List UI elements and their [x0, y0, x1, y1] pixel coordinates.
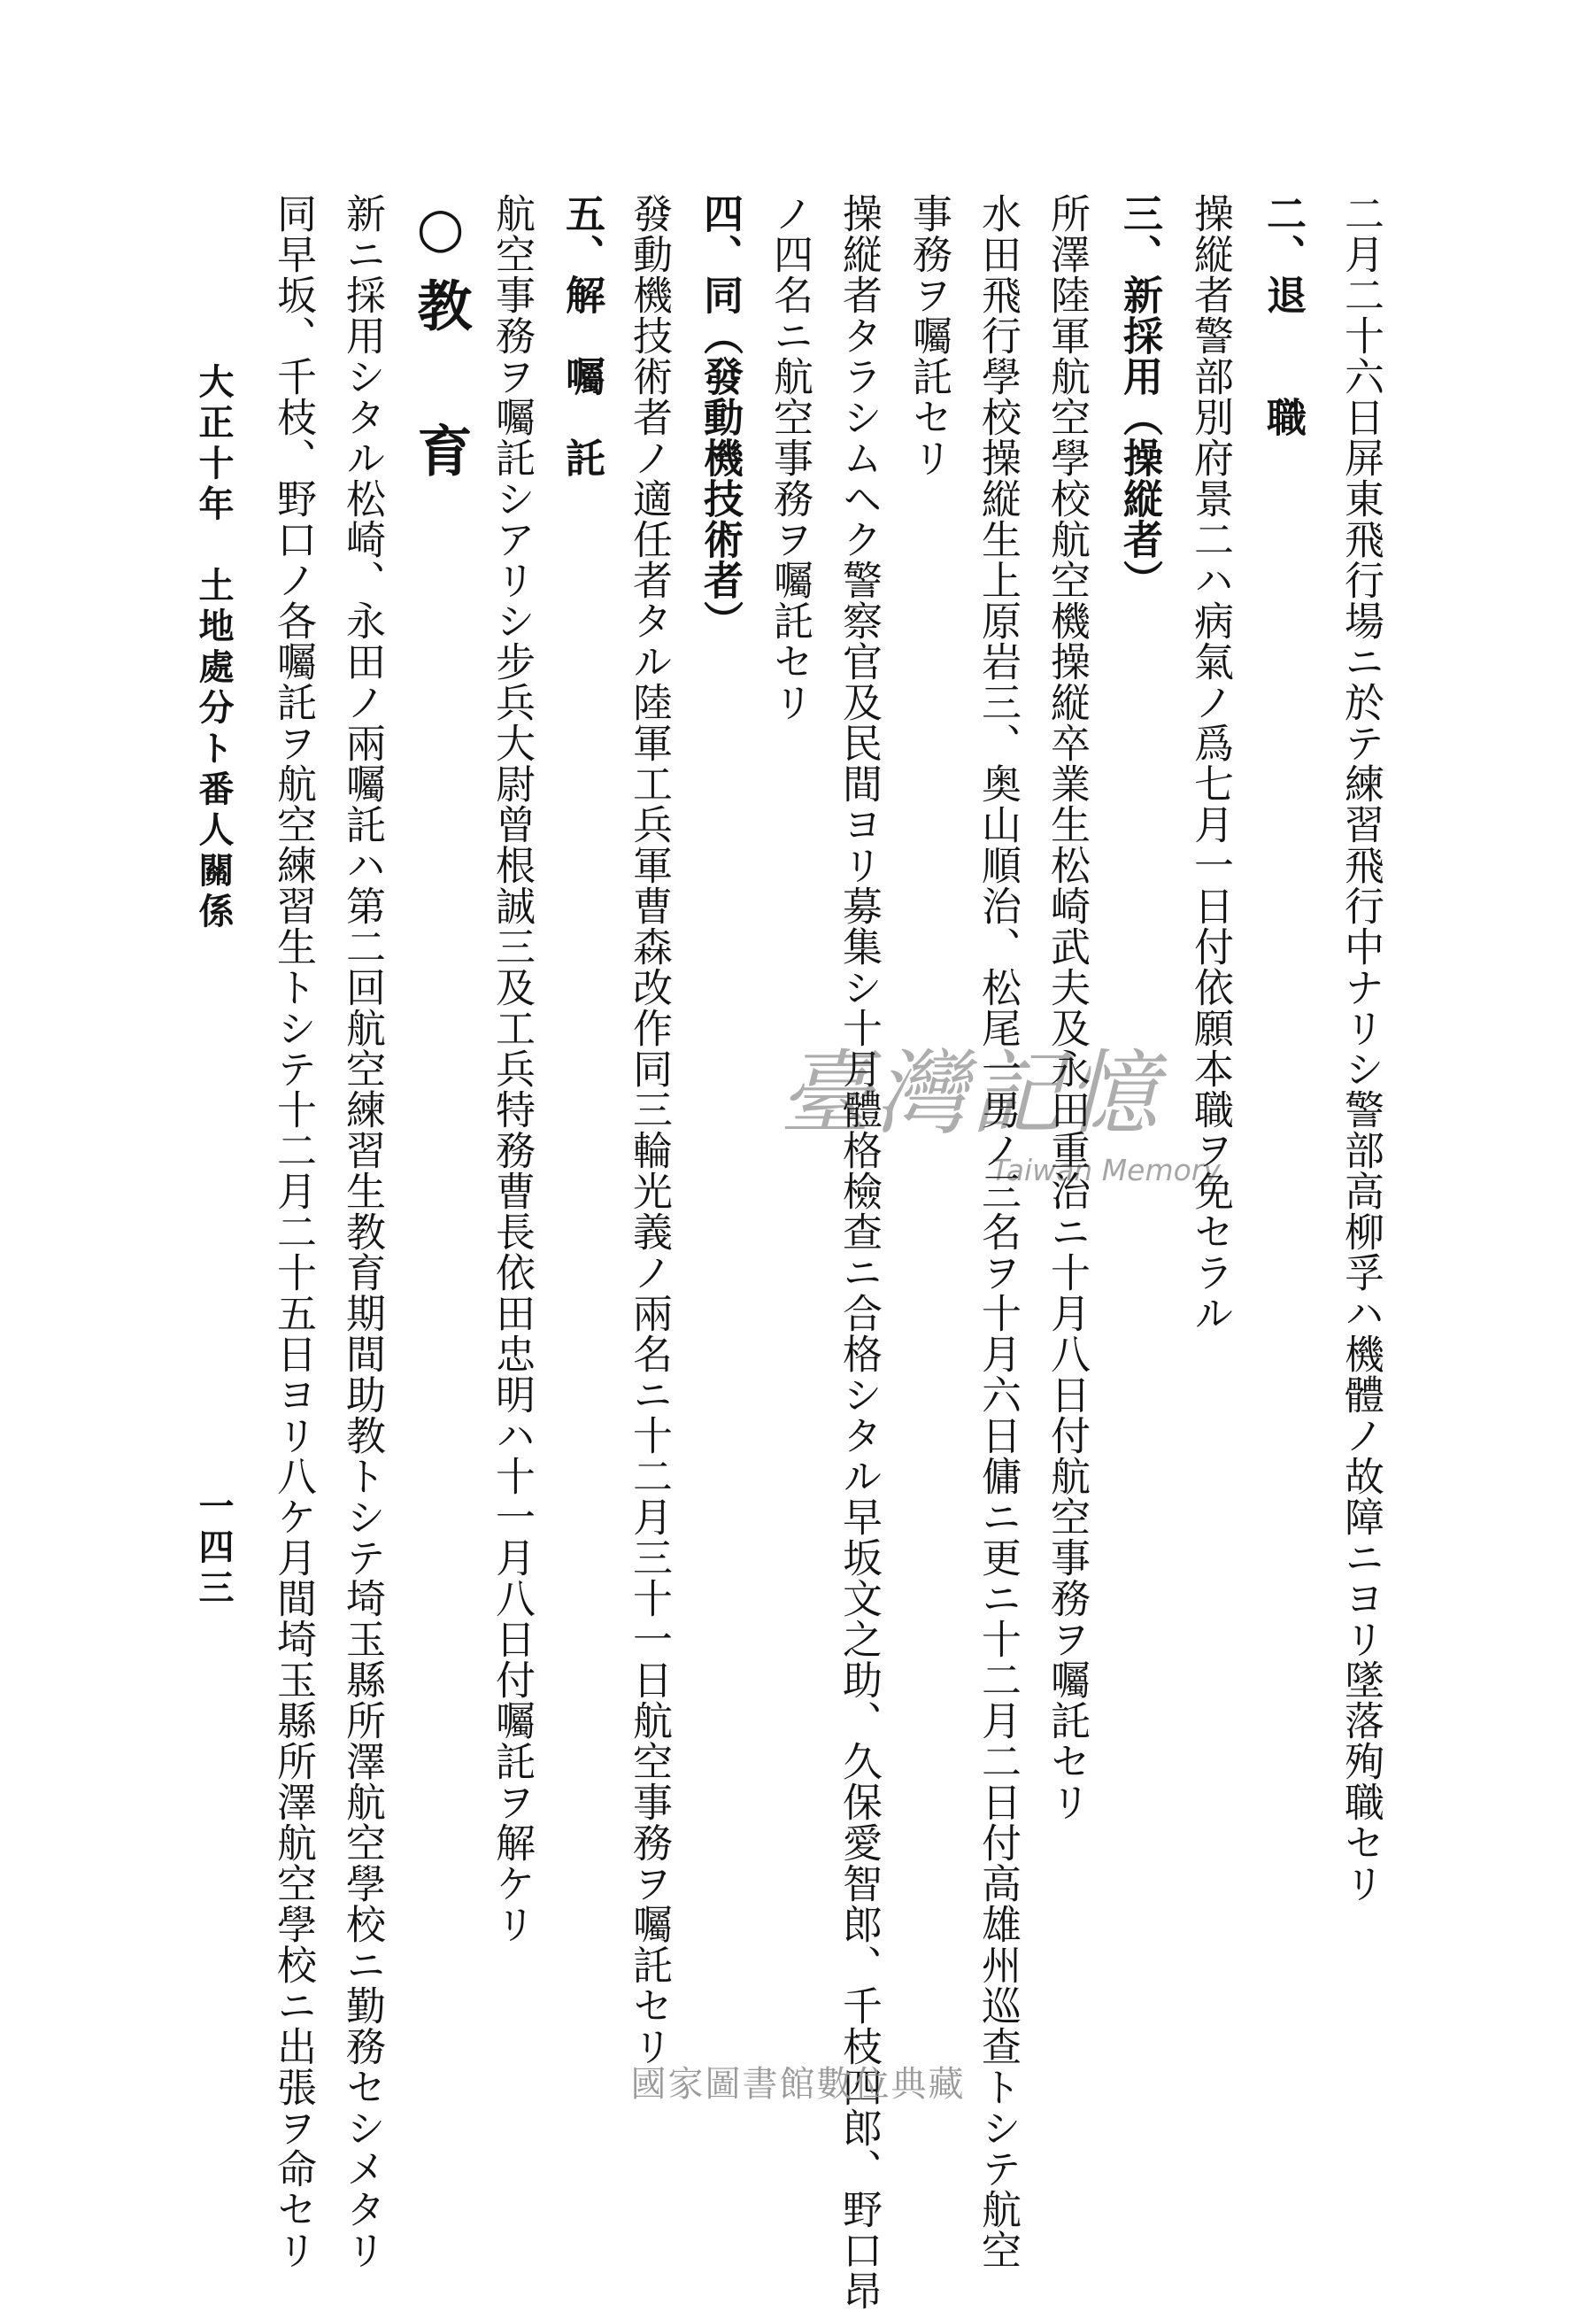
page-number: 一四三 — [193, 1488, 235, 1610]
library-attribution: 國家圖書館數位典藏 — [630, 2064, 966, 2105]
text-column-13: 航空事務ヲ囑託シアリシ步兵大尉曾根誠三及工兵特務曹長依田忠明ハ十一月八日付囑託ヲ解ケリ — [489, 193, 536, 1944]
text-column-1: 二月二十六日屏東飛行場ニ於テ練習飛行中ナリシ警部高柳孚ハ機體ノ故障ニヨリ墜落殉職セリ — [1338, 193, 1384, 1904]
text-column-15: 新ニ採用シタル松崎、永田ノ兩囑託ハ第二回航空練習生教育期間助教トシテ埼玉縣所澤航空學校ニ勤務セシメタリ — [339, 193, 386, 2270]
text-column-9: ノ四名ニ航空事務ヲ囑託セリ — [767, 193, 813, 723]
text-column-6: 水田飛行學校操縦生上原岩三、奥山順治、松尾一男ノ三名ヲ十月六日傭ニ更ニ十二月二日付高雄州巡查トシテ航空 — [975, 193, 1022, 2270]
section-heading-education: ○教 育 — [408, 195, 473, 495]
watermark-cjk-text: 臺灣記憶 — [779, 1040, 1162, 1148]
text-column-5: 所澤陸軍航空學校航空機操縦卒業生松崎武夫及永田重治ニ十月八日付航空事務ヲ囑託セリ — [1044, 193, 1091, 1822]
text-column-11: 發動機技術者ノ適任者タル陸軍工兵軍曹森改作同三輪光義ノ兩名ニ十二月三十一日航空事務ヲ囑託セリ — [626, 193, 673, 2067]
section-heading-new-hire-pilot: 三、新採用（操縦者） — [1116, 193, 1163, 600]
text-column-8: 操縦者タラシムヘク警察官及民間ヨリ募集シ十月體格檢查ニ合格シタル早坂文之助、久保愛智郎、千枝四郎、野口昂 — [836, 193, 883, 2311]
running-title: 大正十年 土地處分ト番人關係 — [193, 363, 235, 933]
watermark-en-text: Taiwan Memory — [991, 1153, 1221, 1187]
text-column-16: 同早坂、千枝、野口ノ各囑託ヲ航空練習生トシテ十二月二十五日ヨリ八ケ月間埼玉縣所澤航空學校ニ出張ヲ命セリ — [270, 193, 317, 2270]
section-heading-retirement: 二、退 職 — [1260, 193, 1307, 437]
section-heading-dismissal: 五、解 囑 託 — [559, 193, 605, 478]
text-column-7: 事務ヲ囑託セリ — [906, 193, 952, 478]
text-column-3: 操縦者警部別府景二ハ病氣ノ爲七月一日付依願本職ヲ免セラル — [1187, 193, 1234, 1333]
section-heading-engine-technician: 四、同（發動機技術者） — [697, 193, 744, 641]
